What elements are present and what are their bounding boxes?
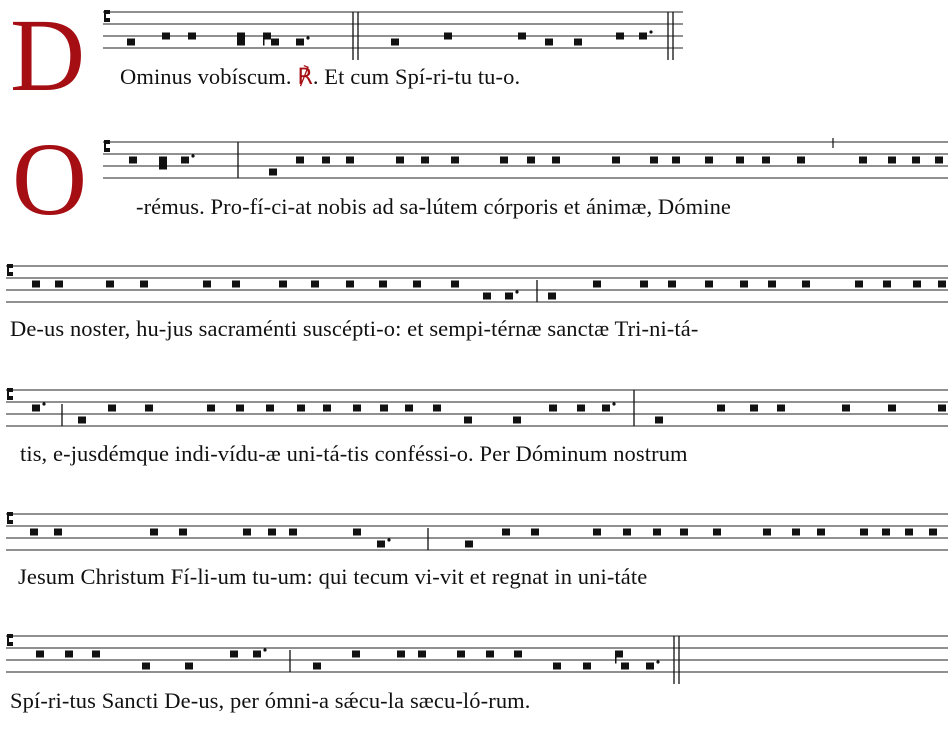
neume-note bbox=[527, 157, 535, 164]
neume-note bbox=[65, 651, 73, 658]
neume-note bbox=[179, 529, 187, 536]
lyric-line-5: Jesum Christum Fí-li-um tu-um: qui tecum vi-vit et regnat in uni-táte bbox=[18, 564, 648, 589]
neume-note bbox=[514, 651, 522, 658]
lyric-text: . Et cum Spí-ri-tu tu-o. bbox=[312, 64, 521, 89]
neume-note bbox=[602, 402, 616, 411]
neume-note bbox=[346, 281, 354, 288]
neume-note bbox=[236, 405, 244, 412]
neume-note bbox=[129, 157, 137, 164]
neume-note bbox=[935, 157, 943, 164]
neume-note bbox=[353, 405, 361, 412]
neume-note bbox=[621, 663, 629, 670]
neume-note bbox=[108, 405, 116, 412]
neume-note bbox=[464, 417, 472, 424]
staff-4 bbox=[6, 386, 948, 442]
neume-note bbox=[705, 157, 713, 164]
neume-note bbox=[380, 405, 388, 412]
do-clef-icon bbox=[7, 388, 13, 400]
neume-note bbox=[548, 293, 556, 300]
neume-note bbox=[929, 529, 937, 536]
neume-note bbox=[762, 157, 770, 164]
lyric-line-2: -rémus. Pro-fí-ci-at nobis ad sa-lútem córporis et ánimæ, Dómine bbox=[136, 194, 732, 219]
neume-note bbox=[650, 157, 658, 164]
neume-note bbox=[623, 529, 631, 536]
neume-note bbox=[888, 157, 896, 164]
neume-note bbox=[243, 529, 251, 536]
neume-note bbox=[938, 281, 946, 288]
neume-note bbox=[297, 405, 305, 412]
neume-note bbox=[418, 651, 426, 658]
neume-note bbox=[913, 281, 921, 288]
neume-note bbox=[705, 281, 713, 288]
neume-note bbox=[655, 417, 663, 424]
neume-note bbox=[639, 30, 653, 39]
staff-3 bbox=[6, 262, 948, 318]
neume-note bbox=[237, 39, 245, 46]
neume-note bbox=[150, 529, 158, 536]
neume-note bbox=[159, 157, 167, 164]
neume-note bbox=[106, 281, 114, 288]
lyric-line-1 bbox=[120, 64, 520, 90]
neume-note bbox=[549, 405, 557, 412]
neume-note bbox=[802, 281, 810, 288]
neume-note bbox=[593, 529, 601, 536]
neume-note bbox=[32, 281, 40, 288]
neume-note bbox=[797, 157, 805, 164]
neume-note bbox=[92, 651, 100, 658]
neume-note bbox=[855, 281, 863, 288]
neume-note bbox=[646, 660, 660, 669]
neume-note bbox=[860, 529, 868, 536]
neume-note bbox=[379, 281, 387, 288]
neume-note bbox=[593, 281, 601, 288]
neume-note bbox=[444, 33, 452, 40]
neume-note bbox=[145, 405, 153, 412]
neume-note bbox=[391, 39, 399, 46]
neume-note bbox=[905, 529, 913, 536]
lyric-line-4: tis, e-jusdémque indi-vídu-æ uni-tá-tis conféssi-o. Per Dóminum nostrum bbox=[20, 441, 688, 466]
neume-note bbox=[888, 405, 896, 412]
neume-note bbox=[230, 651, 238, 658]
neume-note bbox=[553, 663, 561, 670]
neume-note bbox=[289, 529, 297, 536]
neume-note bbox=[421, 157, 429, 164]
neume-note bbox=[377, 538, 391, 547]
neume-note bbox=[912, 157, 920, 164]
neume-note bbox=[552, 157, 560, 164]
neume-note bbox=[518, 33, 526, 40]
neume-note bbox=[433, 405, 441, 412]
staff-5 bbox=[6, 510, 948, 566]
staff-1 bbox=[103, 8, 683, 64]
neume-note bbox=[396, 157, 404, 164]
neume-note bbox=[313, 663, 321, 670]
initial-letter-o: O bbox=[12, 122, 88, 237]
neume-note bbox=[612, 157, 620, 164]
neume-note bbox=[736, 157, 744, 164]
neume-note bbox=[232, 281, 240, 288]
neume-note bbox=[279, 281, 287, 288]
neume-note bbox=[505, 290, 519, 299]
neume-note bbox=[668, 281, 676, 288]
neume-note bbox=[531, 529, 539, 536]
neume-note bbox=[413, 281, 421, 288]
neume-note bbox=[181, 154, 195, 163]
neume-note bbox=[30, 529, 38, 536]
neume-note bbox=[502, 529, 510, 536]
do-clef-icon bbox=[104, 140, 110, 152]
neume-note bbox=[397, 651, 405, 658]
neume-note bbox=[296, 36, 310, 45]
neume-note bbox=[405, 405, 413, 412]
do-clef-icon bbox=[7, 512, 13, 524]
response-symbol: ℟ bbox=[297, 64, 313, 89]
neume-note bbox=[268, 529, 276, 536]
neume-note bbox=[513, 417, 521, 424]
neume-note bbox=[266, 405, 274, 412]
neume-note bbox=[311, 281, 319, 288]
staff-2 bbox=[103, 138, 948, 194]
neume-note bbox=[451, 281, 459, 288]
neume-note bbox=[574, 39, 582, 46]
neume-note bbox=[740, 281, 748, 288]
neume-note bbox=[203, 281, 211, 288]
neume-note bbox=[162, 33, 170, 40]
neume-note bbox=[577, 405, 585, 412]
neume-note bbox=[207, 405, 215, 412]
neume-note bbox=[842, 405, 850, 412]
neume-note bbox=[545, 39, 553, 46]
neume-note bbox=[483, 293, 491, 300]
neume-note bbox=[269, 169, 277, 176]
neume-note bbox=[817, 529, 825, 536]
lyric-line-3: De-us noster, hu-jus sacraménti suscépti-o: et sempi-térnæ sanctæ Tri-ni-tá- bbox=[10, 316, 699, 341]
neume-note bbox=[36, 651, 44, 658]
neume-note bbox=[883, 281, 891, 288]
initial-letter-d: D bbox=[10, 0, 86, 113]
neume-note bbox=[237, 33, 245, 40]
neume-note bbox=[451, 157, 459, 164]
neume-note bbox=[882, 529, 890, 536]
neume-note bbox=[352, 651, 360, 658]
neume-note bbox=[159, 163, 167, 170]
neume-note bbox=[768, 281, 776, 288]
neume-note bbox=[713, 529, 721, 536]
neume-note bbox=[263, 33, 271, 46]
neume-note bbox=[353, 529, 361, 536]
neume-note bbox=[717, 405, 725, 412]
neume-note bbox=[616, 33, 624, 40]
neume-note bbox=[640, 281, 648, 288]
neume-note bbox=[142, 663, 150, 670]
neume-note bbox=[55, 281, 63, 288]
neume-note bbox=[346, 157, 354, 164]
staff-6 bbox=[6, 632, 948, 688]
neume-note bbox=[777, 405, 785, 412]
neume-note bbox=[486, 651, 494, 658]
neume-note bbox=[323, 405, 331, 412]
lyric-line-6: Spí-ri-tus Sancti De-us, per ómni-a sǽcu-la sæcu-ló-rum. bbox=[10, 688, 531, 713]
neume-note bbox=[54, 529, 62, 536]
neume-note bbox=[185, 663, 193, 670]
neume-note bbox=[296, 157, 304, 164]
do-clef-icon bbox=[7, 634, 13, 646]
neume-note bbox=[653, 529, 661, 536]
neume-note bbox=[583, 663, 591, 670]
neume-note bbox=[750, 405, 758, 412]
neume-note bbox=[763, 529, 771, 536]
neume-note bbox=[78, 417, 86, 424]
neume-note bbox=[938, 405, 946, 412]
neume-note bbox=[792, 529, 800, 536]
neume-note bbox=[188, 33, 196, 40]
neume-note bbox=[253, 648, 267, 657]
neume-note bbox=[500, 157, 508, 164]
do-clef-icon bbox=[7, 264, 13, 276]
neume-note bbox=[322, 157, 330, 164]
lyric-text: Ominus vobíscum. bbox=[120, 64, 298, 89]
neume-note bbox=[672, 157, 680, 164]
neume-note bbox=[680, 529, 688, 536]
neume-note bbox=[457, 651, 465, 658]
neume-note bbox=[32, 402, 46, 411]
do-clef-icon bbox=[104, 10, 110, 22]
neume-note bbox=[615, 651, 623, 664]
neume-note bbox=[271, 39, 279, 46]
neume-note bbox=[127, 39, 135, 46]
neume-note bbox=[140, 281, 148, 288]
neume-note bbox=[859, 157, 867, 164]
neume-note bbox=[465, 541, 473, 548]
